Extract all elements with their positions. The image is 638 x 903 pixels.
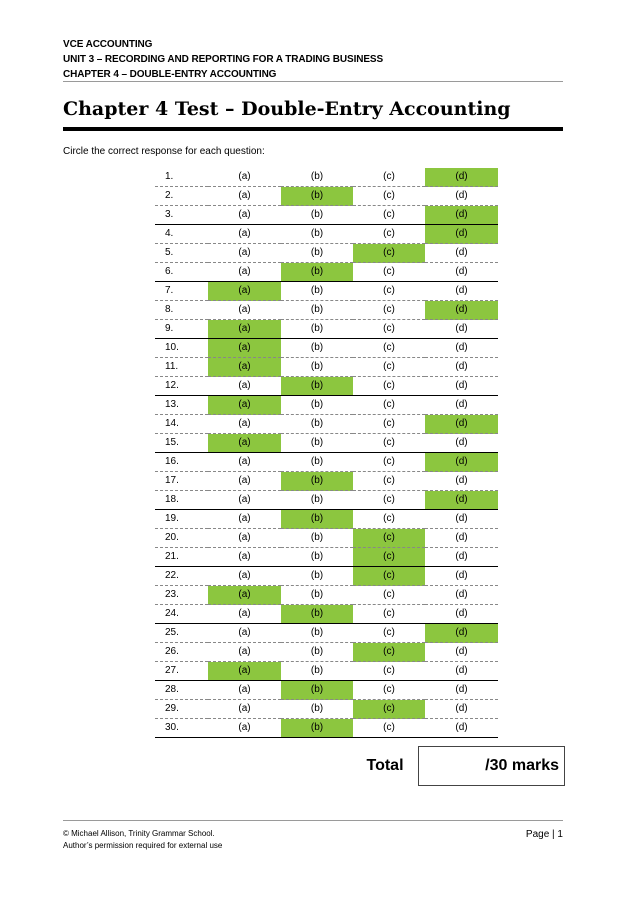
header-divider <box>63 81 563 82</box>
option-d[interactable]: (d) <box>425 681 498 700</box>
option-d-correct[interactable]: (d) <box>425 168 498 187</box>
option-d[interactable]: (d) <box>425 586 498 605</box>
option-a[interactable]: (a) <box>208 453 281 472</box>
option-b[interactable]: (b) <box>281 624 353 643</box>
option-a[interactable]: (a) <box>208 377 281 396</box>
question-row <box>155 510 498 529</box>
option-d[interactable]: (d) <box>425 358 498 377</box>
question-row <box>155 529 498 548</box>
question-number: 30. <box>155 719 208 738</box>
question-row <box>155 719 498 738</box>
option-b-correct[interactable]: (b) <box>281 719 353 738</box>
option-a[interactable]: (a) <box>208 168 281 187</box>
question-number: 6. <box>155 263 208 282</box>
option-d-correct[interactable]: (d) <box>425 301 498 320</box>
option-d[interactable]: (d) <box>425 377 498 396</box>
option-b[interactable]: (b) <box>281 282 353 301</box>
option-d[interactable]: (d) <box>425 339 498 358</box>
option-c[interactable]: (c) <box>353 415 425 434</box>
option-a-correct[interactable]: (a) <box>208 358 281 377</box>
option-a[interactable]: (a) <box>208 624 281 643</box>
option-b[interactable]: (b) <box>281 244 353 263</box>
option-d-correct[interactable]: (d) <box>425 624 498 643</box>
question-row <box>155 263 498 282</box>
question-row <box>155 301 498 320</box>
option-c[interactable]: (c) <box>353 491 425 510</box>
question-number: 3. <box>155 206 208 225</box>
question-number: 16. <box>155 453 208 472</box>
question-number: 10. <box>155 339 208 358</box>
page-title: Chapter 4 Test – Double-Entry Accounting <box>63 98 511 120</box>
question-row <box>155 586 498 605</box>
option-b[interactable]: (b) <box>281 586 353 605</box>
question-number: 25. <box>155 624 208 643</box>
question-number: 21. <box>155 548 208 567</box>
question-row <box>155 662 498 681</box>
question-number: 5. <box>155 244 208 263</box>
option-a-correct[interactable]: (a) <box>208 339 281 358</box>
option-b[interactable]: (b) <box>281 225 353 244</box>
question-row <box>155 605 498 624</box>
option-a[interactable]: (a) <box>208 719 281 738</box>
option-a-correct[interactable]: (a) <box>208 434 281 453</box>
question-number: 23. <box>155 586 208 605</box>
option-d[interactable]: (d) <box>425 529 498 548</box>
title-underline <box>63 127 563 131</box>
question-row <box>155 472 498 491</box>
option-c[interactable]: (c) <box>353 662 425 681</box>
option-b[interactable]: (b) <box>281 339 353 358</box>
footer-divider <box>63 820 563 821</box>
total-label: Total <box>366 757 404 774</box>
question-row <box>155 320 498 339</box>
question-number: 1. <box>155 168 208 187</box>
question-number: 19. <box>155 510 208 529</box>
option-d-correct[interactable]: (d) <box>425 491 498 510</box>
question-row <box>155 187 498 206</box>
option-b[interactable]: (b) <box>281 700 353 719</box>
option-c-correct[interactable]: (c) <box>353 548 425 567</box>
option-a-correct[interactable]: (a) <box>208 282 281 301</box>
answer-grid <box>155 168 498 738</box>
option-d[interactable]: (d) <box>425 263 498 282</box>
question-number: 28. <box>155 681 208 700</box>
option-c-correct[interactable]: (c) <box>353 244 425 263</box>
question-number: 24. <box>155 605 208 624</box>
option-b-correct[interactable]: (b) <box>281 472 353 491</box>
question-number: 26. <box>155 643 208 662</box>
option-a[interactable]: (a) <box>208 472 281 491</box>
option-d[interactable]: (d) <box>425 548 498 567</box>
question-number: 15. <box>155 434 208 453</box>
question-number: 11. <box>155 358 208 377</box>
option-b[interactable]: (b) <box>281 643 353 662</box>
question-row <box>155 206 498 225</box>
question-number: 18. <box>155 491 208 510</box>
option-a[interactable]: (a) <box>208 415 281 434</box>
option-c[interactable]: (c) <box>353 358 425 377</box>
option-b[interactable]: (b) <box>281 358 353 377</box>
option-c[interactable]: (c) <box>353 624 425 643</box>
option-d[interactable]: (d) <box>425 700 498 719</box>
option-a[interactable]: (a) <box>208 491 281 510</box>
option-d[interactable]: (d) <box>425 643 498 662</box>
question-number: 12. <box>155 377 208 396</box>
option-c[interactable]: (c) <box>353 434 425 453</box>
question-number: 9. <box>155 320 208 339</box>
option-d-correct[interactable]: (d) <box>425 206 498 225</box>
question-row <box>155 396 498 415</box>
option-b[interactable]: (b) <box>281 662 353 681</box>
option-a[interactable]: (a) <box>208 206 281 225</box>
question-number: 13. <box>155 396 208 415</box>
question-row <box>155 415 498 434</box>
option-a[interactable]: (a) <box>208 529 281 548</box>
option-b[interactable]: (b) <box>281 168 353 187</box>
option-d[interactable]: (d) <box>425 434 498 453</box>
option-b[interactable]: (b) <box>281 320 353 339</box>
option-b[interactable]: (b) <box>281 548 353 567</box>
option-b-correct[interactable]: (b) <box>281 510 353 529</box>
option-d-correct[interactable]: (d) <box>425 453 498 472</box>
option-c[interactable]: (c) <box>353 187 425 206</box>
option-c[interactable]: (c) <box>353 282 425 301</box>
option-a[interactable]: (a) <box>208 225 281 244</box>
question-number: 27. <box>155 662 208 681</box>
question-number: 17. <box>155 472 208 491</box>
option-b[interactable]: (b) <box>281 434 353 453</box>
option-a[interactable]: (a) <box>208 681 281 700</box>
option-c[interactable]: (c) <box>353 472 425 491</box>
question-row <box>155 377 498 396</box>
header-subject: VCE ACCOUNTING <box>63 39 153 50</box>
option-d[interactable]: (d) <box>425 662 498 681</box>
question-number: 2. <box>155 187 208 206</box>
option-b[interactable]: (b) <box>281 396 353 415</box>
option-c[interactable]: (c) <box>353 168 425 187</box>
option-a-correct[interactable]: (a) <box>208 662 281 681</box>
question-row <box>155 225 498 244</box>
header-chapter: CHAPTER 4 – DOUBLE-ENTRY ACCOUNTING <box>63 69 277 80</box>
option-b[interactable]: (b) <box>281 301 353 320</box>
question-row <box>155 491 498 510</box>
question-number: 20. <box>155 529 208 548</box>
footer-credits <box>63 828 222 852</box>
option-a[interactable]: (a) <box>208 548 281 567</box>
question-number: 8. <box>155 301 208 320</box>
option-a[interactable]: (a) <box>208 263 281 282</box>
question-row <box>155 700 498 719</box>
question-row <box>155 339 498 358</box>
option-c[interactable]: (c) <box>353 263 425 282</box>
option-a[interactable]: (a) <box>208 187 281 206</box>
question-row <box>155 434 498 453</box>
option-d-correct[interactable]: (d) <box>425 225 498 244</box>
question-number: 29. <box>155 700 208 719</box>
option-c[interactable]: (c) <box>353 206 425 225</box>
option-d[interactable]: (d) <box>425 719 498 738</box>
option-b-correct[interactable]: (b) <box>281 377 353 396</box>
header-unit: UNIT 3 – RECORDING AND REPORTING FOR A TRADING BUSINESS <box>63 54 384 65</box>
option-c-correct[interactable]: (c) <box>353 700 425 719</box>
option-c[interactable]: (c) <box>353 510 425 529</box>
option-d[interactable]: (d) <box>425 510 498 529</box>
option-d[interactable]: (d) <box>425 396 498 415</box>
question-row <box>155 643 498 662</box>
option-b-correct[interactable]: (b) <box>281 681 353 700</box>
option-c-correct[interactable]: (c) <box>353 567 425 586</box>
option-c[interactable]: (c) <box>353 586 425 605</box>
option-a-correct[interactable]: (a) <box>208 396 281 415</box>
option-d[interactable]: (d) <box>425 567 498 586</box>
question-row <box>155 567 498 586</box>
option-c[interactable]: (c) <box>353 339 425 358</box>
option-b[interactable]: (b) <box>281 415 353 434</box>
instruction-text: Circle the correct response for each question: <box>63 146 265 157</box>
option-c[interactable]: (c) <box>353 225 425 244</box>
option-a[interactable]: (a) <box>208 643 281 662</box>
footer-permission: Author’s permission required for external use <box>63 841 223 850</box>
option-d[interactable]: (d) <box>425 244 498 263</box>
option-b-correct[interactable]: (b) <box>281 263 353 282</box>
question-row <box>155 681 498 700</box>
question-row <box>155 624 498 643</box>
option-c[interactable]: (c) <box>353 681 425 700</box>
option-a[interactable]: (a) <box>208 510 281 529</box>
option-a[interactable]: (a) <box>208 700 281 719</box>
question-number: 14. <box>155 415 208 434</box>
option-c[interactable]: (c) <box>353 719 425 738</box>
option-c[interactable]: (c) <box>353 605 425 624</box>
question-row <box>155 548 498 567</box>
question-row <box>155 358 498 377</box>
option-c[interactable]: (c) <box>353 377 425 396</box>
option-a[interactable]: (a) <box>208 567 281 586</box>
option-d[interactable]: (d) <box>425 187 498 206</box>
option-c[interactable]: (c) <box>353 396 425 415</box>
option-b[interactable]: (b) <box>281 491 353 510</box>
option-b-correct[interactable]: (b) <box>281 605 353 624</box>
question-row <box>155 453 498 472</box>
option-d[interactable]: (d) <box>425 320 498 339</box>
question-number: 4. <box>155 225 208 244</box>
option-a[interactable]: (a) <box>208 301 281 320</box>
option-b[interactable]: (b) <box>281 567 353 586</box>
option-b[interactable]: (b) <box>281 453 353 472</box>
document-header <box>63 37 563 82</box>
question-number: 7. <box>155 282 208 301</box>
option-c[interactable]: (c) <box>353 320 425 339</box>
option-a-correct[interactable]: (a) <box>208 586 281 605</box>
option-c[interactable]: (c) <box>353 453 425 472</box>
option-b-correct[interactable]: (b) <box>281 187 353 206</box>
option-c[interactable]: (c) <box>353 301 425 320</box>
page-number: Page | 1 <box>525 829 563 840</box>
option-d[interactable]: (d) <box>425 282 498 301</box>
option-b[interactable]: (b) <box>281 206 353 225</box>
answer-grid-body <box>155 168 498 738</box>
option-a[interactable]: (a) <box>208 605 281 624</box>
option-b[interactable]: (b) <box>281 529 353 548</box>
question-row <box>155 244 498 263</box>
option-d[interactable]: (d) <box>425 472 498 491</box>
question-row <box>155 282 498 301</box>
footer-copyright: © Michael Allison, Trinity Grammar School. <box>63 829 215 838</box>
option-c-correct[interactable]: (c) <box>353 529 425 548</box>
question-number: 22. <box>155 567 208 586</box>
option-d[interactable]: (d) <box>425 605 498 624</box>
option-a-correct[interactable]: (a) <box>208 320 281 339</box>
option-a[interactable]: (a) <box>208 244 281 263</box>
question-row <box>155 168 498 187</box>
option-c-correct[interactable]: (c) <box>353 643 425 662</box>
option-d-correct[interactable]: (d) <box>425 415 498 434</box>
total-score-box: /30 marks <box>418 746 565 786</box>
